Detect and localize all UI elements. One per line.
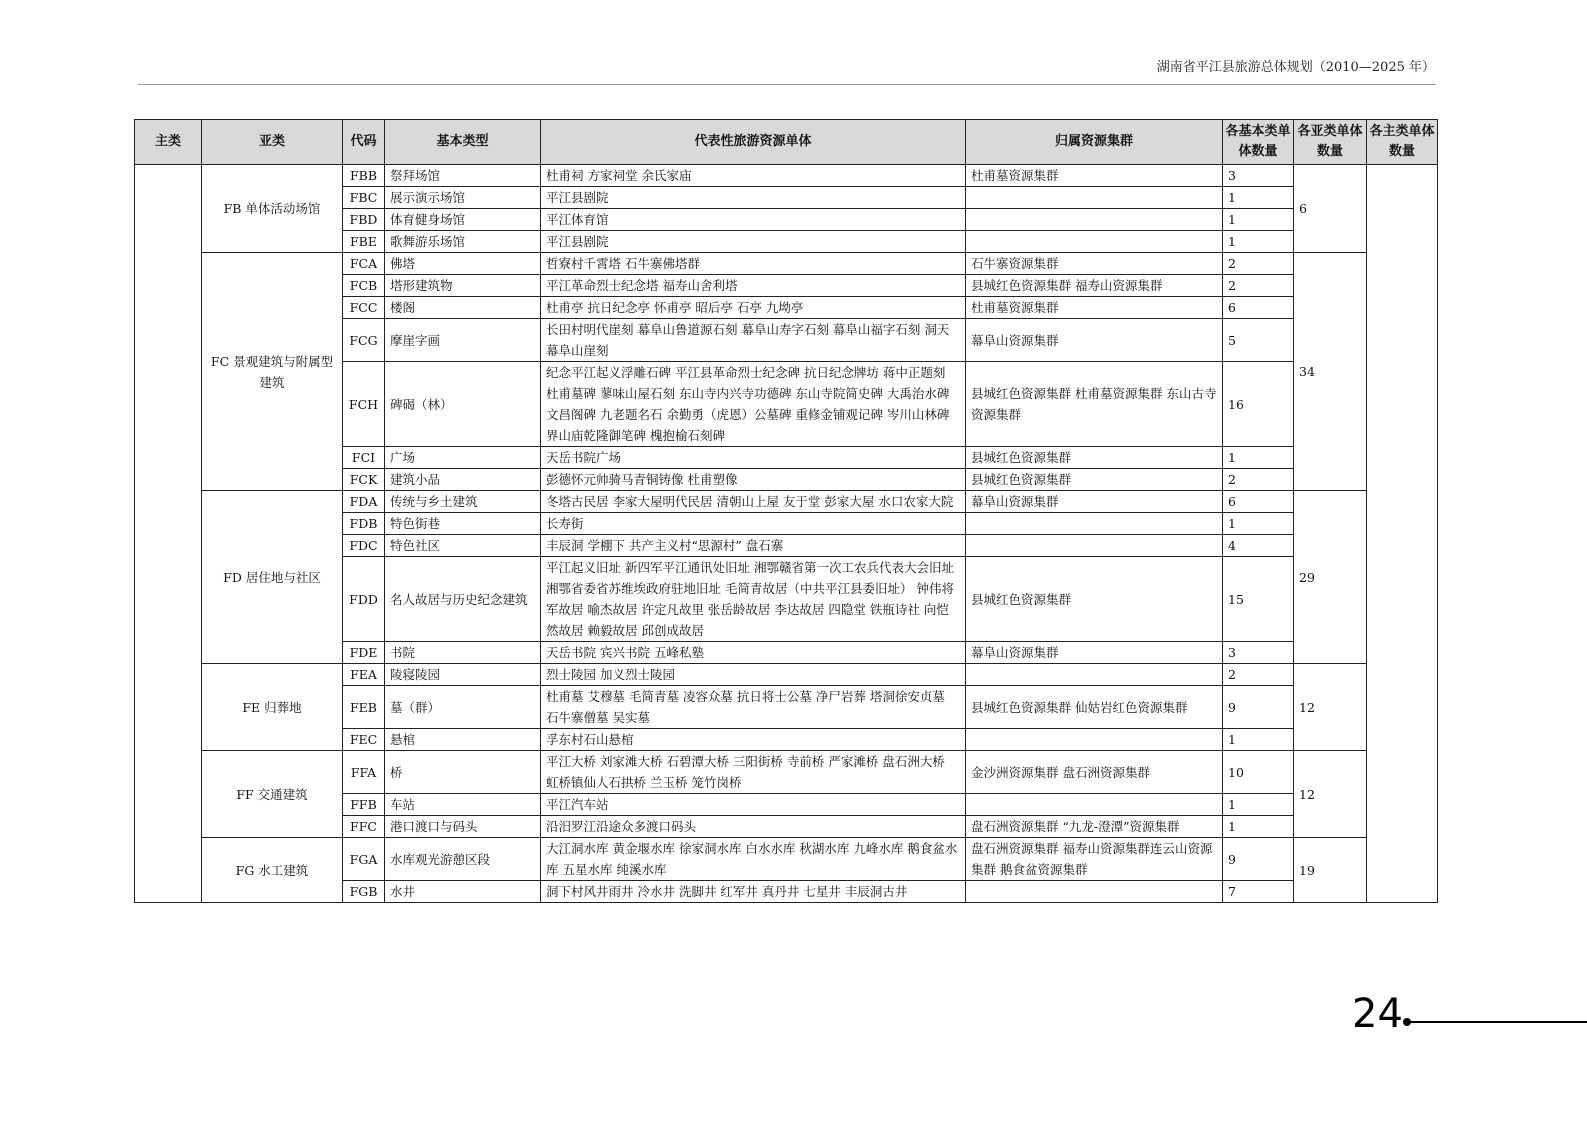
column-header: 各基本类单体数量 bbox=[1223, 120, 1294, 165]
column-header: 各亚类单体数量 bbox=[1294, 120, 1367, 165]
cluster-cell: 盘石洲资源集群 福寿山资源集群连云山资源集群 鹅食盆资源集群 bbox=[966, 838, 1223, 881]
units-cell: 平江县剧院 bbox=[541, 187, 966, 209]
code-cell: FEB bbox=[343, 686, 385, 729]
cluster-cell bbox=[966, 231, 1223, 253]
type-cell: 建筑小品 bbox=[385, 469, 541, 491]
units-cell: 烈士陵园 加义烈士陵园 bbox=[541, 664, 966, 686]
subclass-count-cell: 12 bbox=[1294, 664, 1367, 751]
column-header: 代码 bbox=[343, 120, 385, 165]
cluster-cell bbox=[966, 794, 1223, 816]
resource-table bbox=[134, 119, 1438, 903]
units-cell: 平江体育馆 bbox=[541, 209, 966, 231]
code-cell: FCH bbox=[343, 362, 385, 447]
units-cell: 洞下村风井雨井 冷水井 洗脚井 红军井 真丹井 七星井 丰辰洞古井 bbox=[541, 881, 966, 903]
table-row bbox=[135, 751, 1438, 794]
subclass-cell: FD 居住地与社区 bbox=[202, 491, 343, 664]
cluster-cell bbox=[966, 513, 1223, 535]
table-header-row bbox=[135, 120, 1438, 165]
basic-count-cell: 5 bbox=[1223, 319, 1294, 362]
code-cell: FDB bbox=[343, 513, 385, 535]
code-cell: FFA bbox=[343, 751, 385, 794]
code-cell: FBD bbox=[343, 209, 385, 231]
basic-count-cell: 4 bbox=[1223, 535, 1294, 557]
units-cell: 平江起义旧址 新四军平江通讯处旧址 湘鄂赣省第一次工农兵代表大会旧址 湘鄂省委省苏维埃政府驻地旧址 毛简青故居（中共平江县委旧址） 钟伟将军故居 喻杰故居 许定凡故里 张岳龄故居 李达故居 四隐堂 铁瓶诗社 向恺然故居 赖毅故居 邱创成故居 bbox=[541, 557, 966, 642]
units-cell: 天岳书院 宾兴书院 五峰私塾 bbox=[541, 642, 966, 664]
cluster-cell: 石牛寨资源集群 bbox=[966, 253, 1223, 275]
page-number-rule bbox=[1408, 1021, 1587, 1023]
type-cell: 特色街巷 bbox=[385, 513, 541, 535]
units-cell: 长田村明代崖刻 幕阜山鲁道源石刻 幕阜山寿字石刻 幕阜山福字石刻 洞天幕阜山崖刻 bbox=[541, 319, 966, 362]
table-row bbox=[135, 838, 1438, 881]
code-cell: FDE bbox=[343, 642, 385, 664]
code-cell: FCK bbox=[343, 469, 385, 491]
cluster-cell bbox=[966, 187, 1223, 209]
basic-count-cell: 1 bbox=[1223, 794, 1294, 816]
type-cell: 水井 bbox=[385, 881, 541, 903]
table-row bbox=[135, 165, 1438, 187]
type-cell: 歌舞游乐场馆 bbox=[385, 231, 541, 253]
code-cell: FCG bbox=[343, 319, 385, 362]
code-cell: FFB bbox=[343, 794, 385, 816]
basic-count-cell: 1 bbox=[1223, 816, 1294, 838]
subclass-count-cell: 19 bbox=[1294, 838, 1367, 903]
code-cell: FCB bbox=[343, 275, 385, 297]
subclass-count-cell: 6 bbox=[1294, 165, 1367, 253]
type-cell: 碑碣（林） bbox=[385, 362, 541, 447]
basic-count-cell: 2 bbox=[1223, 253, 1294, 275]
basic-count-cell: 3 bbox=[1223, 642, 1294, 664]
basic-count-cell: 2 bbox=[1223, 664, 1294, 686]
column-header: 主类 bbox=[135, 120, 202, 165]
type-cell: 桥 bbox=[385, 751, 541, 794]
units-cell: 大江洞水库 黄金堰水库 徐家洞水库 白水水库 秋湖水库 九峰水库 鹅食盆水库 五星水库 纯溪水库 bbox=[541, 838, 966, 881]
units-cell: 平江革命烈士纪念塔 福寿山舍利塔 bbox=[541, 275, 966, 297]
code-cell: FBB bbox=[343, 165, 385, 187]
table-row bbox=[135, 664, 1438, 686]
basic-count-cell: 9 bbox=[1223, 686, 1294, 729]
type-cell: 悬棺 bbox=[385, 729, 541, 751]
type-cell: 祭拜场馆 bbox=[385, 165, 541, 187]
subclass-cell: FF 交通建筑 bbox=[202, 751, 343, 838]
basic-count-cell: 2 bbox=[1223, 275, 1294, 297]
basic-count-cell: 2 bbox=[1223, 469, 1294, 491]
type-cell: 名人故居与历史纪念建筑 bbox=[385, 557, 541, 642]
subclass-cell: FG 水工建筑 bbox=[202, 838, 343, 903]
type-cell: 塔形建筑物 bbox=[385, 275, 541, 297]
units-cell: 平江大桥 刘家滩大桥 石碧潭大桥 三阳街桥 寺前桥 严家滩桥 盘石洲大桥 虹桥镇仙人石拱桥 兰玉桥 笼竹岗桥 bbox=[541, 751, 966, 794]
cluster-cell: 县城红色资源集群 bbox=[966, 557, 1223, 642]
cluster-cell bbox=[966, 535, 1223, 557]
type-cell: 墓（群） bbox=[385, 686, 541, 729]
type-cell: 水库观光游憩区段 bbox=[385, 838, 541, 881]
basic-count-cell: 10 bbox=[1223, 751, 1294, 794]
code-cell: FGB bbox=[343, 881, 385, 903]
cluster-cell: 杜甫墓资源集群 bbox=[966, 297, 1223, 319]
column-header: 各主类单体数量 bbox=[1367, 120, 1438, 165]
cluster-cell bbox=[966, 664, 1223, 686]
code-cell: FFC bbox=[343, 816, 385, 838]
table-row bbox=[135, 253, 1438, 275]
column-header: 归属资源集群 bbox=[966, 120, 1223, 165]
type-cell: 特色社区 bbox=[385, 535, 541, 557]
column-header: 代表性旅游资源单体 bbox=[541, 120, 966, 165]
code-cell: FCC bbox=[343, 297, 385, 319]
basic-count-cell: 1 bbox=[1223, 209, 1294, 231]
code-cell: FBE bbox=[343, 231, 385, 253]
basic-count-cell: 1 bbox=[1223, 231, 1294, 253]
code-cell: FEC bbox=[343, 729, 385, 751]
units-cell: 丰辰洞 学棚下 共产主义村“思源村” 盘石寨 bbox=[541, 535, 966, 557]
page-number: 24 bbox=[1352, 991, 1403, 1037]
type-cell: 书院 bbox=[385, 642, 541, 664]
units-cell: 纪念平江起义浮雕石碑 平江县革命烈士纪念碑 抗日纪念牌坊 蒋中正题刻 杜甫墓碑 蓼味山屋石刻 东山寺内兴寺功德碑 东山寺院简史碑 大禹治水碑 文昌阁碑 九老题名石 余勤勇（虎恩）公墓碑 重修金铺观记碑 岑川山林碑 界山庙乾隆御笔碑 槐抱榆石刻碑 bbox=[541, 362, 966, 447]
subclass-count-cell: 12 bbox=[1294, 751, 1367, 838]
units-cell: 杜甫亭 抗日纪念亭 怀甫亭 昭后亭 石亭 九坳亭 bbox=[541, 297, 966, 319]
type-cell: 车站 bbox=[385, 794, 541, 816]
units-cell: 杜甫祠 方家祠堂 余氏家庙 bbox=[541, 165, 966, 187]
basic-count-cell: 1 bbox=[1223, 729, 1294, 751]
code-cell: FGA bbox=[343, 838, 385, 881]
column-header: 基本类型 bbox=[385, 120, 541, 165]
type-cell: 港口渡口与码头 bbox=[385, 816, 541, 838]
units-cell: 彭德怀元帅骑马青铜铸像 杜甫塑像 bbox=[541, 469, 966, 491]
table-row bbox=[135, 491, 1438, 513]
subclass-cell: FC 景观建筑与附属型建筑 bbox=[202, 253, 343, 491]
code-cell: FDC bbox=[343, 535, 385, 557]
units-cell: 冬塔古民居 李家大屋明代民居 清朝山上屋 友于堂 彭家大屋 水口农家大院 bbox=[541, 491, 966, 513]
units-cell: 平江县剧院 bbox=[541, 231, 966, 253]
cluster-cell: 县城红色资源集群 bbox=[966, 447, 1223, 469]
basic-count-cell: 16 bbox=[1223, 362, 1294, 447]
cluster-cell bbox=[966, 881, 1223, 903]
basic-count-cell: 7 bbox=[1223, 881, 1294, 903]
units-cell: 孚东村石山悬棺 bbox=[541, 729, 966, 751]
cluster-cell: 县城红色资源集群 杜甫墓资源集群 东山古寺资源集群 bbox=[966, 362, 1223, 447]
main-class-cell bbox=[135, 165, 202, 903]
main-class-count-cell bbox=[1367, 165, 1438, 903]
subclass-cell: FE 归葬地 bbox=[202, 664, 343, 751]
cluster-cell: 盘石洲资源集群 “九龙-澄潭”资源集群 bbox=[966, 816, 1223, 838]
code-cell: FCA bbox=[343, 253, 385, 275]
column-header: 亚类 bbox=[202, 120, 343, 165]
type-cell: 楼阁 bbox=[385, 297, 541, 319]
units-cell: 沿汨罗江沿途众多渡口码头 bbox=[541, 816, 966, 838]
code-cell: FDA bbox=[343, 491, 385, 513]
units-cell: 杜甫墓 艾穆墓 毛简青墓 凌容众墓 抗日将士公墓 净尸岩葬 塔洞徐安贞墓 石牛寨僧墓 吴实墓 bbox=[541, 686, 966, 729]
type-cell: 佛塔 bbox=[385, 253, 541, 275]
basic-count-cell: 1 bbox=[1223, 187, 1294, 209]
subclass-cell: FB 单体活动场馆 bbox=[202, 165, 343, 253]
type-cell: 陵寝陵园 bbox=[385, 664, 541, 686]
cluster-cell: 杜甫墓资源集群 bbox=[966, 165, 1223, 187]
units-cell: 天岳书院广场 bbox=[541, 447, 966, 469]
subclass-count-cell: 29 bbox=[1294, 491, 1367, 664]
cluster-cell: 幕阜山资源集群 bbox=[966, 491, 1223, 513]
table-body bbox=[135, 165, 1438, 903]
basic-count-cell: 1 bbox=[1223, 513, 1294, 535]
cluster-cell bbox=[966, 209, 1223, 231]
header-divider bbox=[138, 84, 1436, 85]
basic-count-cell: 9 bbox=[1223, 838, 1294, 881]
cluster-cell: 幕阜山资源集群 bbox=[966, 642, 1223, 664]
type-cell: 广场 bbox=[385, 447, 541, 469]
type-cell: 摩崖字画 bbox=[385, 319, 541, 362]
cluster-cell: 县城红色资源集群 bbox=[966, 469, 1223, 491]
cluster-cell bbox=[966, 729, 1223, 751]
cluster-cell: 金沙洲资源集群 盘石洲资源集群 bbox=[966, 751, 1223, 794]
units-cell: 长寿街 bbox=[541, 513, 966, 535]
units-cell: 哲寮村千霄塔 石牛寨佛塔群 bbox=[541, 253, 966, 275]
basic-count-cell: 1 bbox=[1223, 447, 1294, 469]
basic-count-cell: 6 bbox=[1223, 491, 1294, 513]
cluster-cell: 县城红色资源集群 福寿山资源集群 bbox=[966, 275, 1223, 297]
basic-count-cell: 15 bbox=[1223, 557, 1294, 642]
units-cell: 平江汽车站 bbox=[541, 794, 966, 816]
page-header-title: 湖南省平江县旅游总体规划（2010—2025 年） bbox=[1156, 60, 1435, 75]
subclass-count-cell: 34 bbox=[1294, 253, 1367, 491]
basic-count-cell: 3 bbox=[1223, 165, 1294, 187]
type-cell: 体育健身场馆 bbox=[385, 209, 541, 231]
code-cell: FEA bbox=[343, 664, 385, 686]
code-cell: FBC bbox=[343, 187, 385, 209]
basic-count-cell: 6 bbox=[1223, 297, 1294, 319]
cluster-cell: 县城红色资源集群 仙姑岩红色资源集群 bbox=[966, 686, 1223, 729]
cluster-cell: 幕阜山资源集群 bbox=[966, 319, 1223, 362]
code-cell: FCI bbox=[343, 447, 385, 469]
type-cell: 传统与乡土建筑 bbox=[385, 491, 541, 513]
type-cell: 展示演示场馆 bbox=[385, 187, 541, 209]
code-cell: FDD bbox=[343, 557, 385, 642]
